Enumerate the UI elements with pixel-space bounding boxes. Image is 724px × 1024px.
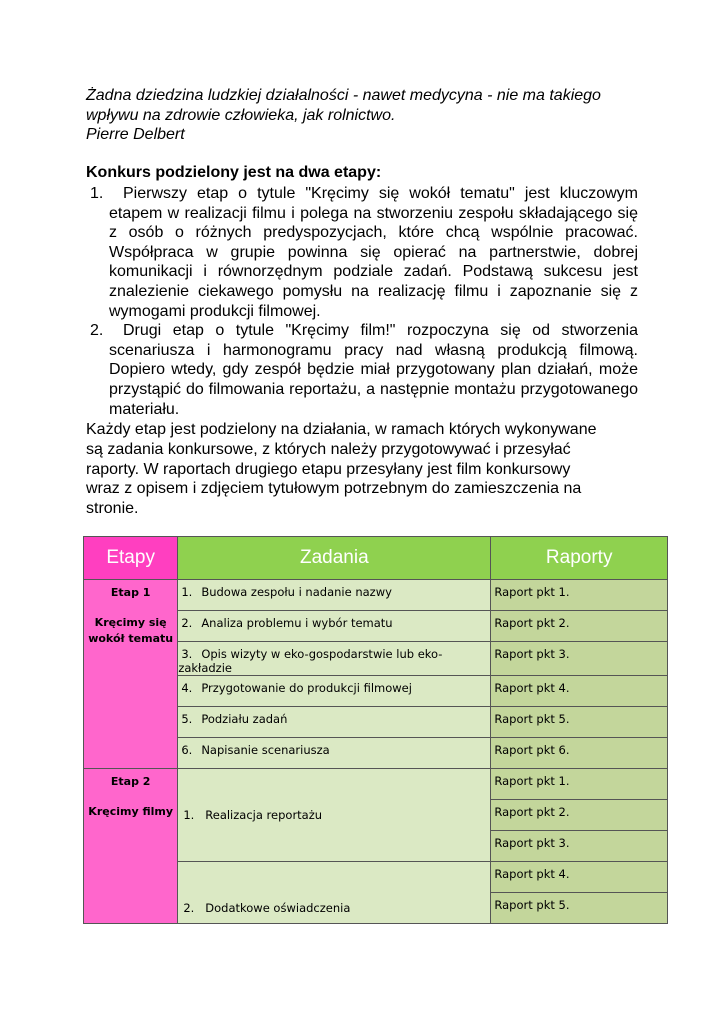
quote-line: wpływu na zdrowie człowieka, jak rolnictwo. [86, 106, 396, 124]
report-cell [491, 611, 668, 642]
report-label: Raport pkt 1. [494, 585, 570, 599]
list-number: 2. [90, 322, 104, 340]
task-number: 1. [183, 808, 195, 822]
table-row [84, 769, 668, 800]
stage-name: Kręcimy filmy [88, 805, 174, 818]
task-label: Dodatkowe oświadczenia [205, 900, 351, 915]
header-raporty: Raporty [491, 537, 668, 580]
task-cell [178, 769, 491, 862]
body-line: są zadania konkursowe, z których należy przygotowywać i przesyłać [86, 440, 571, 458]
task-label: Napisanie scenariusza [201, 743, 330, 757]
task-number: 6. [181, 743, 193, 757]
task-cell [178, 676, 491, 707]
header-zadania: Zadania [178, 537, 491, 580]
report-label: Raport pkt 1. [494, 774, 570, 788]
report-label: Raport pkt 4. [494, 681, 570, 695]
report-label: Raport pkt 2. [494, 805, 570, 819]
stages-list [86, 184, 638, 419]
task-number: 2. [183, 900, 195, 915]
stages-table [83, 536, 668, 924]
list-item [86, 184, 638, 321]
report-label: Raport pkt 3. [494, 647, 570, 661]
report-cell [491, 769, 668, 800]
task-cell [178, 862, 491, 924]
task-number: 1. [181, 585, 193, 599]
stage2-cell [84, 769, 178, 924]
report-cell [491, 862, 668, 893]
quote-block [86, 86, 646, 145]
task-label: Budowa zespołu i nadanie nazwy [201, 585, 392, 599]
table-header-row [84, 537, 668, 580]
report-cell [491, 800, 668, 831]
report-label: Raport pkt 5. [494, 898, 570, 912]
task-cell [178, 642, 491, 676]
report-cell [491, 831, 668, 862]
list-item [86, 321, 638, 419]
list-number: 1. [90, 185, 104, 202]
stage-label: Etap 2 [110, 775, 151, 788]
task-number: 3. [181, 647, 193, 661]
header-etapy: Etapy [84, 537, 178, 580]
report-label: Raport pkt 5. [494, 712, 570, 726]
report-cell [491, 707, 668, 738]
report-label: Raport pkt 6. [494, 743, 570, 757]
body-line: raporty. W raportach drugiego etapu przesyłany jest film konkursowy [86, 460, 571, 478]
report-cell [491, 580, 668, 611]
body-line: Każdy etap jest podzielony na działania, w ramach których wykonywane [86, 421, 597, 438]
quote-line: Żadna dziedzina ludzkiej działalności - nawet medycyna - nie ma takiego [86, 87, 601, 104]
stage1-cell [84, 580, 178, 769]
task-cell [178, 738, 491, 769]
section-heading: Konkurs podzielony jest na dwa etapy: [86, 164, 382, 181]
task-cell [178, 580, 491, 611]
quote-author: Pierre Delbert [86, 126, 185, 143]
report-label: Raport pkt 2. [494, 616, 570, 630]
stage-name: Kręcimy się wokół tematu [88, 616, 174, 645]
task-label: Analiza problemu i wybór tematu [201, 616, 393, 630]
report-cell [491, 738, 668, 769]
report-cell [491, 642, 668, 676]
report-cell [491, 893, 668, 924]
body-line: wraz z opisem i zdjęciem tytułowym potrzebnym do zamieszczenia na [86, 480, 582, 498]
task-number: 4. [181, 681, 193, 695]
task-label: Realizacja reportażu [205, 808, 323, 822]
task-label: Opis wizyty w eko-gospodarstwie lub eko-zakładzie [178, 647, 443, 675]
table-row [84, 580, 668, 611]
task-cell [178, 707, 491, 738]
report-label: Raport pkt 4. [494, 867, 570, 881]
task-number: 2. [181, 616, 193, 630]
list-text: Drugi etap o tytule "Kręcimy film!" rozpoczyna się od stworzenia scenariusza i harmonogramu pracy nad własną produkcją filmową. Dopiero wtedy, gdy zespół będzie miał przygotowany plan działań, może przystąpić do filmowania reportażu, a następnie montażu przygotowanego materiału. [109, 322, 638, 418]
task-cell [178, 611, 491, 642]
body-line: stronie. [86, 500, 139, 518]
body-paragraph [86, 420, 646, 519]
task-number: 5. [181, 712, 193, 726]
list-text: Pierwszy etap o tytule "Kręcimy się wokół tematu" jest kluczowym etapem w realizacji filmu i polega na stworzeniu zespołu składającego się z osób o różnych predyspozycjach, które chcą wspólnie pracować. Współpraca w grupie powinna się opierać na partnerstwie, dobrej komunikacji i równorzędnym podziale zadań. Podstawą sukcesu jest znalezienie ciekawego pomysłu na realizację filmu i zapoznanie się z wymogami produkcji filmowej. [109, 185, 638, 320]
report-label: Raport pkt 3. [494, 836, 570, 850]
task-label: Przygotowanie do produkcji filmowej [201, 681, 412, 695]
report-cell [491, 676, 668, 707]
task-label: Podziału zadań [201, 712, 288, 726]
stage-label: Etap 1 [110, 586, 151, 599]
